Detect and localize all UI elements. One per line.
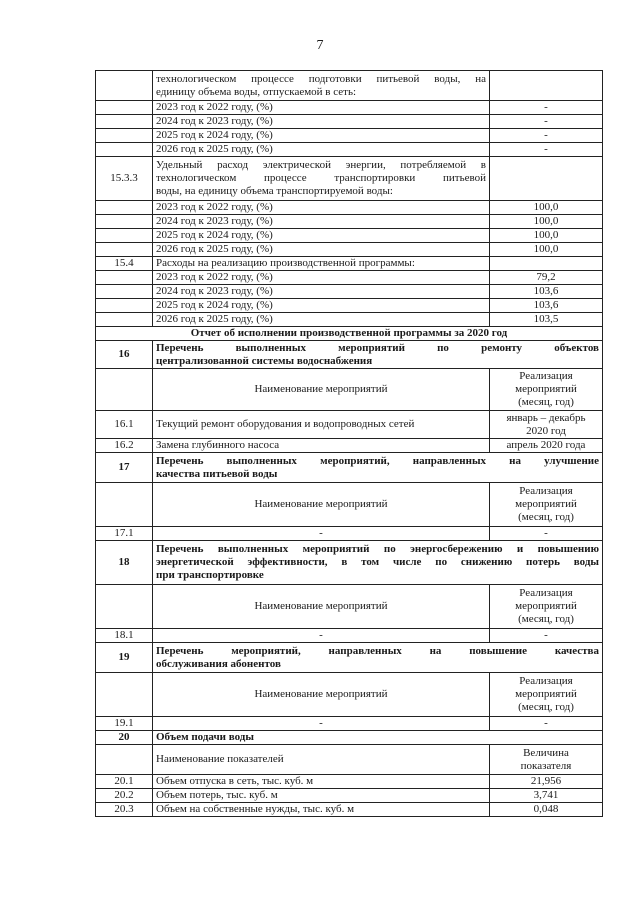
table-row — [96, 129, 603, 143]
row-number-cell: 17.1 — [96, 527, 153, 541]
section-number: 20 — [96, 731, 153, 745]
column-header — [490, 369, 603, 411]
table-row — [96, 789, 603, 803]
indicator-name: Объем потерь, тыс. куб. м — [153, 789, 490, 803]
table-row — [96, 201, 603, 215]
value-cell: 100,0 — [490, 201, 603, 215]
table-row — [96, 215, 603, 229]
row-number-cell: 20.2 — [96, 789, 153, 803]
section-title-line: централизованной системы водоснабжения — [156, 354, 373, 367]
row-number-cell: 16.2 — [96, 439, 153, 453]
row-number-cell — [96, 369, 153, 411]
value-cell — [490, 257, 603, 271]
year-label: 2026 год к 2025 году, (%) — [153, 143, 490, 157]
row-number-cell — [96, 313, 153, 327]
event-date: апрель 2020 года — [490, 439, 603, 453]
table-row — [96, 157, 603, 201]
row-number-cell — [96, 299, 153, 313]
event-name: - — [153, 629, 490, 643]
section-title — [153, 643, 603, 673]
value-cell: - — [490, 143, 603, 157]
row-number-cell — [96, 271, 153, 285]
section-number: 16 — [96, 341, 153, 369]
indicator-line: технологическом процессе транспортировки питьевой — [156, 172, 486, 184]
year-label: 2025 год к 2024 году, (%) — [153, 299, 490, 313]
column-header-line: Величина — [523, 746, 569, 759]
column-header-line: мероприятий — [515, 600, 577, 612]
indicator-cell: Расходы на реализацию производственной программы: — [153, 257, 490, 271]
event-name: Замена глубинного насоса — [153, 439, 490, 453]
table-row — [96, 115, 603, 129]
row-number-cell — [96, 143, 153, 157]
section-title-line: Перечень мероприятий, направленных на повышение качества — [156, 644, 599, 657]
event-date-line: январь – декабрь — [506, 411, 586, 424]
event-name: Текущий ремонт оборудования и водопроводных сетей — [153, 411, 490, 439]
event-date: - — [490, 629, 603, 643]
column-header-line: Реализация — [519, 370, 573, 382]
indicator-name: Объем отпуска в сеть, тыс. куб. м — [153, 775, 490, 789]
section-title — [153, 341, 603, 369]
indicator-value: 0,048 — [490, 803, 603, 817]
row-number-cell: 20.1 — [96, 775, 153, 789]
table-row — [96, 717, 603, 731]
row-number-cell: 15.3.3 — [96, 157, 153, 201]
row-number-cell — [96, 673, 153, 717]
column-header-line: мероприятий — [515, 688, 577, 700]
value-cell — [490, 71, 603, 101]
indicator-line: воды, на единицу объема транспортируемой воды: — [156, 185, 393, 197]
year-label: 2024 год к 2023 году, (%) — [153, 115, 490, 129]
table-row — [96, 439, 603, 453]
year-label: 2023 год к 2022 году, (%) — [153, 271, 490, 285]
row-number-cell — [96, 585, 153, 629]
column-header — [490, 585, 603, 629]
table-row — [96, 643, 603, 673]
table-row — [96, 299, 603, 313]
column-header-line: Реализация — [519, 675, 573, 687]
column-header: Наименование мероприятий — [153, 369, 490, 411]
table-row — [96, 585, 603, 629]
column-header-line: мероприятий — [515, 498, 577, 510]
column-header — [490, 673, 603, 717]
table-row — [96, 313, 603, 327]
row-number-cell — [96, 745, 153, 775]
event-date-line: 2020 год — [526, 424, 566, 437]
column-header-line: Реализация — [519, 485, 573, 497]
value-cell: 100,0 — [490, 215, 603, 229]
column-header: Наименование показателей — [153, 745, 490, 775]
section-title — [153, 453, 603, 483]
row-number-cell — [96, 285, 153, 299]
column-header: Наименование мероприятий — [153, 483, 490, 527]
event-date — [490, 411, 603, 439]
section-title — [153, 541, 603, 585]
table-row — [96, 527, 603, 541]
table-row — [96, 483, 603, 527]
table-row — [96, 243, 603, 257]
event-name: - — [153, 717, 490, 731]
year-label: 2026 год к 2025 году, (%) — [153, 243, 490, 257]
section-number: 18 — [96, 541, 153, 585]
value-cell: 100,0 — [490, 243, 603, 257]
table-row — [96, 143, 603, 157]
table-row — [96, 257, 603, 271]
row-number-cell: 19.1 — [96, 717, 153, 731]
year-label: 2023 год к 2022 году, (%) — [153, 101, 490, 115]
row-number-cell — [96, 483, 153, 527]
year-label: 2025 год к 2024 году, (%) — [153, 229, 490, 243]
section-number: 19 — [96, 643, 153, 673]
row-number-cell: 15.4 — [96, 257, 153, 271]
row-number-cell — [96, 115, 153, 129]
table-row — [96, 271, 603, 285]
table-row — [96, 453, 603, 483]
row-number-cell: 18.1 — [96, 629, 153, 643]
indicator-cell — [153, 71, 490, 101]
row-number-cell: 16.1 — [96, 411, 153, 439]
section-title-line: качества питьевой воды — [156, 467, 278, 480]
table-row — [96, 775, 603, 789]
row-number-cell — [96, 229, 153, 243]
table-row — [96, 327, 603, 341]
value-cell: 103,5 — [490, 313, 603, 327]
column-header-line: (месяц, год) — [518, 511, 574, 523]
column-header-line: Реализация — [519, 587, 573, 599]
section-title-line: обслуживания абонентов — [156, 657, 281, 670]
value-cell: - — [490, 115, 603, 129]
table-row — [96, 101, 603, 115]
table-row — [96, 369, 603, 411]
column-header-line: (месяц, год) — [518, 396, 574, 408]
column-header-line: показателя — [520, 759, 572, 772]
column-header-line: (месяц, год) — [518, 701, 574, 713]
column-header — [490, 745, 603, 775]
value-cell — [490, 157, 603, 201]
table-row — [96, 731, 603, 745]
section-title-line: при транспортировке — [156, 569, 264, 581]
row-number-cell — [96, 129, 153, 143]
indicator-line: Удельный расход электрической энергии, потребляемой в — [156, 159, 486, 171]
column-header-line: мероприятий — [515, 383, 577, 395]
section-title-line: Перечень выполненных мероприятий по ремонту объектов — [156, 341, 599, 354]
row-number-cell — [96, 243, 153, 257]
value-cell: 103,6 — [490, 299, 603, 313]
indicator-cell — [153, 157, 490, 201]
event-name: - — [153, 527, 490, 541]
year-label: 2023 год к 2022 году, (%) — [153, 201, 490, 215]
row-number-cell — [96, 201, 153, 215]
column-header — [490, 483, 603, 527]
indicator-value: 21,956 — [490, 775, 603, 789]
table-row — [96, 745, 603, 775]
year-label: 2024 год к 2023 году, (%) — [153, 215, 490, 229]
table-row — [96, 629, 603, 643]
indicator-line: единицу объема воды, отпускаемой в сеть: — [156, 85, 357, 98]
table-row — [96, 803, 603, 817]
value-cell: - — [490, 101, 603, 115]
event-date: - — [490, 717, 603, 731]
report-table — [95, 70, 603, 817]
row-number-cell: 20.3 — [96, 803, 153, 817]
column-header: Наименование мероприятий — [153, 673, 490, 717]
row-number-cell — [96, 71, 153, 101]
page-number: 7 — [316, 38, 324, 53]
value-cell: 100,0 — [490, 229, 603, 243]
table-row — [96, 341, 603, 369]
value-cell: - — [490, 129, 603, 143]
indicator-value: 3,741 — [490, 789, 603, 803]
table-row — [96, 71, 603, 101]
table-row — [96, 229, 603, 243]
table-row — [96, 673, 603, 717]
column-header-line: (месяц, год) — [518, 613, 574, 625]
row-number-cell — [96, 215, 153, 229]
event-date: - — [490, 527, 603, 541]
column-header: Наименование мероприятий — [153, 585, 490, 629]
section-title-line: энергетической эффективности, в том числе по снижению потерь воды — [156, 556, 599, 568]
report-heading: Отчет об исполнении производственной программы за 2020 год — [96, 327, 603, 341]
section-title-line: Перечень выполненных мероприятий по энергосбережению и повышению — [156, 543, 599, 555]
value-cell: 79,2 — [490, 271, 603, 285]
section-title-line: Перечень выполненных мероприятий, направленных на улучшение — [156, 454, 599, 467]
table-row — [96, 411, 603, 439]
year-label: 2024 год к 2023 году, (%) — [153, 285, 490, 299]
year-label: 2026 год к 2025 году, (%) — [153, 313, 490, 327]
table-row — [96, 285, 603, 299]
value-cell: 103,6 — [490, 285, 603, 299]
row-number-cell — [96, 101, 153, 115]
table-row — [96, 541, 603, 585]
indicator-name: Объем на собственные нужды, тыс. куб. м — [153, 803, 490, 817]
section-title: Объем подачи воды — [153, 731, 603, 745]
year-label: 2025 год к 2024 году, (%) — [153, 129, 490, 143]
indicator-line: технологическом процессе подготовки питьевой воды, на — [156, 72, 486, 85]
section-number: 17 — [96, 453, 153, 483]
